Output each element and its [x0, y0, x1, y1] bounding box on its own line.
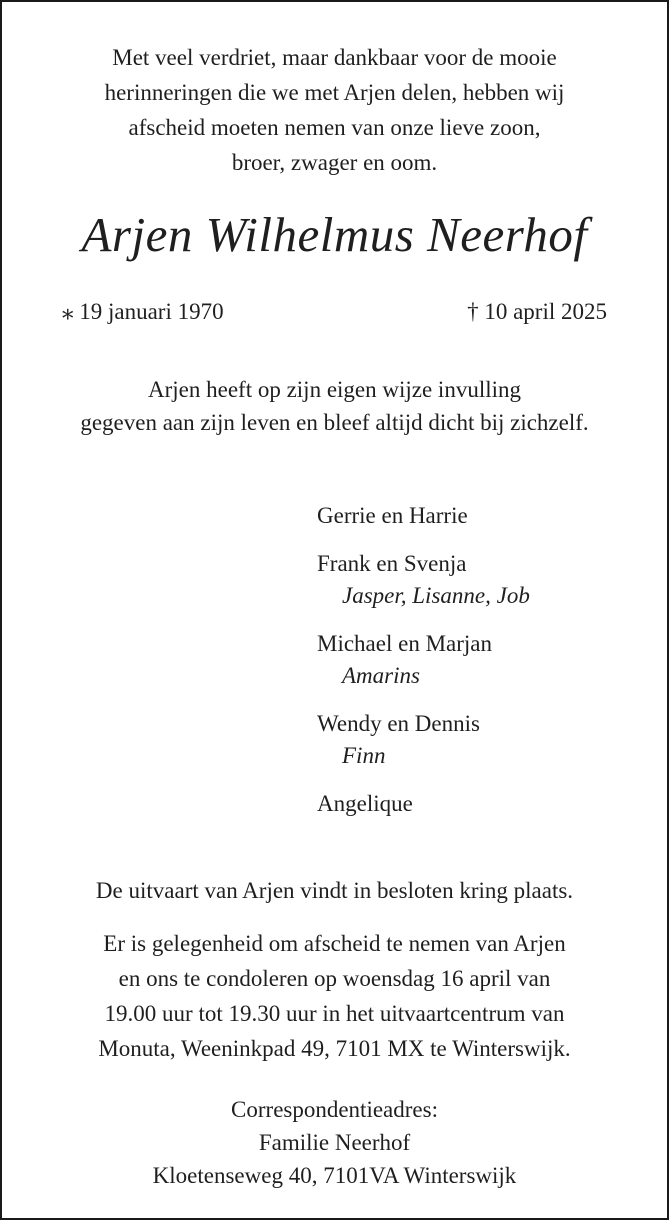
intro-text	[2, 40, 667, 180]
correspondence-address	[2, 1093, 667, 1192]
condolence-line: Monuta, Weeninkpad 49, 7101 MX te Winterswijk.	[98, 1036, 571, 1061]
correspondence-name: Familie Neerhof	[258, 1130, 411, 1155]
family-entry	[317, 548, 530, 612]
death-date: † 10 april 2025	[467, 299, 607, 324]
family-names: Gerrie en Harrie	[317, 503, 468, 528]
intro-line: Met veel verdriet, maar dankbaar voor de mooie	[112, 45, 557, 70]
family-names: Frank en Svenja	[317, 551, 467, 576]
correspondence-street: Kloetenseweg 40, 7101VA Winterswijk	[152, 1163, 517, 1188]
family-children: Finn	[342, 743, 386, 768]
correspondence-label: Correspondentieadres:	[231, 1097, 438, 1122]
family-children: Amarins	[342, 663, 420, 688]
philosophy-line: Arjen heeft op zijn eigen wijze invulling	[148, 377, 521, 402]
family-names: Angelique	[317, 791, 413, 816]
family-children: Jasper, Lisanne, Job	[342, 583, 530, 608]
family-names: Wendy en Dennis	[317, 711, 480, 736]
condolence-info	[2, 926, 667, 1066]
intro-line: broer, zwager en oom.	[231, 150, 438, 175]
family-list	[317, 500, 530, 836]
family-entry	[317, 500, 530, 532]
family-entry	[317, 788, 530, 820]
family-entry	[317, 628, 530, 692]
condolence-line: 19.00 uur tot 19.30 uur in het uitvaartcentrum van	[104, 1001, 565, 1026]
philosophy-text	[2, 373, 667, 439]
intro-line: herinneringen die we met Arjen delen, hebben wij	[104, 80, 565, 105]
condolence-line: Er is gelegenheid om afscheid te nemen van Arjen	[103, 931, 566, 956]
deceased-name: Arjen Wilhelmus Neerhof	[81, 207, 588, 262]
philosophy-line: gegeven aan zijn leven en bleef altijd dicht bij zichzelf.	[80, 410, 589, 435]
family-entry	[317, 708, 530, 772]
intro-line: afscheid moeten nemen van onze lieve zoon,	[128, 115, 541, 140]
family-names: Michael en Marjan	[317, 631, 492, 656]
funeral-notice: De uitvaart van Arjen vindt in besloten kring plaats.	[95, 878, 574, 903]
birth-date: ⁎ 19 januari 1970	[62, 299, 224, 324]
condolence-line: en ons te condoleren op woensdag 16 april van	[118, 966, 551, 991]
